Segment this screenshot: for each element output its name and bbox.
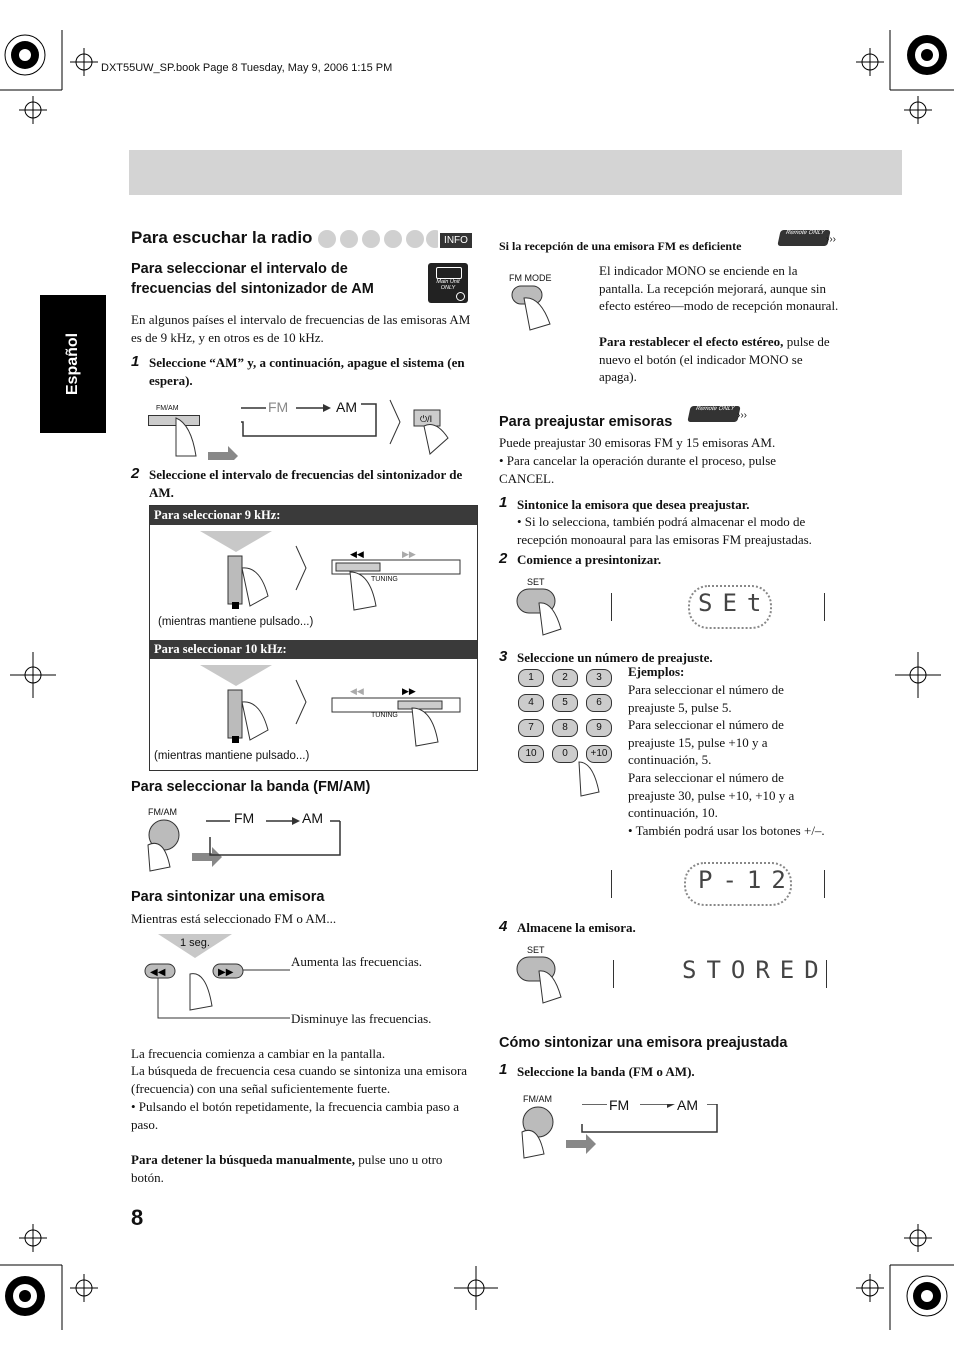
step-number: 2 (131, 465, 140, 482)
svg-text:◀◀: ◀◀ (350, 686, 364, 696)
number-keypad (517, 668, 617, 768)
step-number: 1 (499, 494, 508, 511)
interval-diagram-box (149, 505, 478, 771)
example-1: Para seleccionar el número de preajuste 5, pulse 5. (628, 682, 784, 715)
one-second-label: 1 seg. (180, 937, 210, 949)
tune-intro: Mientras está seleccionado FM o AM... (131, 911, 337, 926)
preset-step-1: Sintonice la emisora que desea preajustar. (517, 497, 750, 512)
band-figure: FM/AM FM AM (140, 805, 360, 877)
preset-step-2: Comience a presintonizar. (517, 552, 662, 567)
am-step-1: Seleccione “AM” y, a continuación, apague el sistema (en espera). (149, 355, 465, 388)
key-8[interactable]: 8 (552, 719, 578, 737)
key-plus-10[interactable]: +10 (586, 745, 612, 763)
key-3[interactable]: 3 (586, 669, 612, 687)
tuning-label: TUNING (371, 712, 398, 719)
set-button-illustration (515, 955, 585, 1005)
finger-icon (575, 758, 615, 798)
info-badge: INFO (440, 233, 472, 248)
section-title: Para escuchar la radio (131, 228, 313, 247)
am-interval-intro: En algunos países el intervalo de frecuencias de las emisoras AM es de 9 kHz, y en otros es de 10 kHz. (131, 312, 471, 345)
preset-heading: Para preajustar emisoras (499, 414, 673, 430)
example-bullet: • También podrá usar los botones +/–. (628, 823, 825, 838)
tune-preset-heading: Cómo sintonizar una emisora preajustada (499, 1035, 788, 1051)
hold-note-10: (mientras mantiene pulsado...) (154, 750, 310, 762)
preset-bullet: • Para cancelar la operación durante el proceso, pulse CANCEL. (499, 453, 777, 486)
tune-preset-figure: FM/AM FM AM (512, 1092, 732, 1164)
svg-text:▶▶: ▶▶ (218, 967, 234, 978)
language-label: Español (64, 332, 81, 396)
signal-icon: ››› (826, 234, 836, 245)
key-6[interactable]: 6 (586, 694, 612, 712)
am-step-2: Seleccione el intervalo de frecuencias del sintonizador de AM. (149, 467, 463, 500)
hold-note-9: (mientras mantiene pulsado...) (158, 616, 314, 628)
header-band (129, 150, 902, 195)
step-number: 2 (499, 550, 508, 567)
increase-label: Aumenta las frecuencias. (291, 954, 423, 969)
book-header: DXT55UW_SP.book Page 8 Tuesday, May 9, 2006 1:15 PM (101, 62, 393, 74)
key-2[interactable]: 2 (552, 669, 578, 687)
mono-paragraph-1: El indicador MONO se enciende en la pantalla. La recepción mejorará, aunque sin efecto estéreo—modo de recepción monaural. (599, 263, 839, 314)
10khz-illustration (150, 660, 475, 755)
key-5[interactable]: 5 (552, 694, 578, 712)
set-button-illustration (515, 587, 585, 637)
set-label: SET (527, 577, 545, 587)
examples-title: Ejemplos: (628, 664, 685, 679)
step-number: 1 (131, 353, 140, 370)
set-label: SET (527, 945, 545, 955)
svg-text:◀◀: ◀◀ (350, 549, 364, 559)
key-1[interactable]: 1 (518, 669, 544, 687)
fm-mode-button-illustration (510, 284, 580, 334)
svg-text:◀◀: ◀◀ (150, 967, 166, 978)
key-7[interactable]: 7 (518, 719, 544, 737)
step-number: 1 (499, 1061, 508, 1078)
step-number: 4 (499, 918, 508, 935)
am-interval-heading: Para seleccionar el intervalo de frecuencias del sintonizador de AM (131, 261, 374, 297)
band-heading: Para seleccionar la banda (FM/AM) (131, 779, 371, 795)
preset-step-4: Almacene la emisora. (517, 920, 636, 935)
page-number: 8 (131, 1205, 144, 1230)
tune-figure (140, 930, 460, 1030)
svg-text:▶▶: ▶▶ (402, 686, 416, 696)
tune-paragraph-1: La frecuencia comienza a cambiar en la pantalla. (131, 1046, 386, 1061)
key-10[interactable]: 10 (518, 745, 544, 763)
decorative-dots (318, 229, 438, 249)
example-2: Para seleccionar el número de preajuste 15, pulse +10 y a continuación, 5. (628, 717, 784, 768)
preset-intro: Puede preajustar 30 emisoras FM y 15 emisoras AM. (499, 435, 776, 450)
tuning-label: TUNING (371, 576, 398, 583)
tune-heading: Para sintonizar una emisora (131, 889, 325, 905)
language-tab (40, 295, 106, 433)
box-9khz-title: Para seleccionar 9 kHz: (150, 506, 477, 525)
step-number: 3 (499, 648, 508, 665)
display-stored: STORED (613, 960, 827, 988)
svg-text:▶▶: ▶▶ (402, 549, 416, 559)
box-10khz-title: Para seleccionar 10 kHz: (150, 640, 477, 659)
key-4[interactable]: 4 (518, 694, 544, 712)
key-0[interactable]: 0 (552, 745, 578, 763)
svg-text:⏻/I: ⏻/I (420, 414, 433, 424)
decrease-label: Disminuye las frecuencias. (291, 1011, 432, 1026)
mono-paragraph-2: Para restablecer el efecto estéreo, pulse de nuevo el botón (el indicador MONO se apaga). (599, 334, 830, 385)
standby-figure: FM/AM FM AM ⏻/I (146, 398, 476, 460)
tune-bullet: • Pulsando el botón repetidamente, la frecuencia cambia paso a paso. (131, 1099, 459, 1132)
mono-heading: Si la recepción de una emisora FM es deficiente (499, 239, 742, 253)
preset-step-1-bullet: • Si lo selecciona, también podrá almacenar el modo de recepción monoaural para las emisoras FM preajustadas. (517, 514, 812, 547)
fm-mode-label: FM MODE (509, 273, 552, 283)
signal-icon: ››› (737, 410, 747, 421)
tune-paragraph-2: La búsqueda de frecuencia cesa cuando se sintoniza una emisora (frecuencia) con una señal suficientemente fuerte. (131, 1063, 468, 1096)
preset-step-3: Seleccione un número de preajuste. (517, 650, 713, 665)
tune-stop: Para detener la búsqueda manualmente, pulse uno u otro botón. (131, 1152, 443, 1185)
display-set: SEt (611, 593, 825, 621)
example-3: Para seleccionar el número de preajuste 30, pulse +10, +10 y a continuación, 10. (628, 770, 795, 821)
tune-preset-step-1: Seleccione la banda (FM o AM). (517, 1064, 695, 1079)
display-preset-number: P-12 (611, 870, 825, 898)
main-unit-only-icon: Main Unit ONLY (428, 263, 468, 303)
remote-only-badge: Remote ONLY (777, 230, 830, 246)
key-9[interactable]: 9 (586, 719, 612, 737)
remote-only-badge: Remote ONLY (687, 406, 740, 422)
